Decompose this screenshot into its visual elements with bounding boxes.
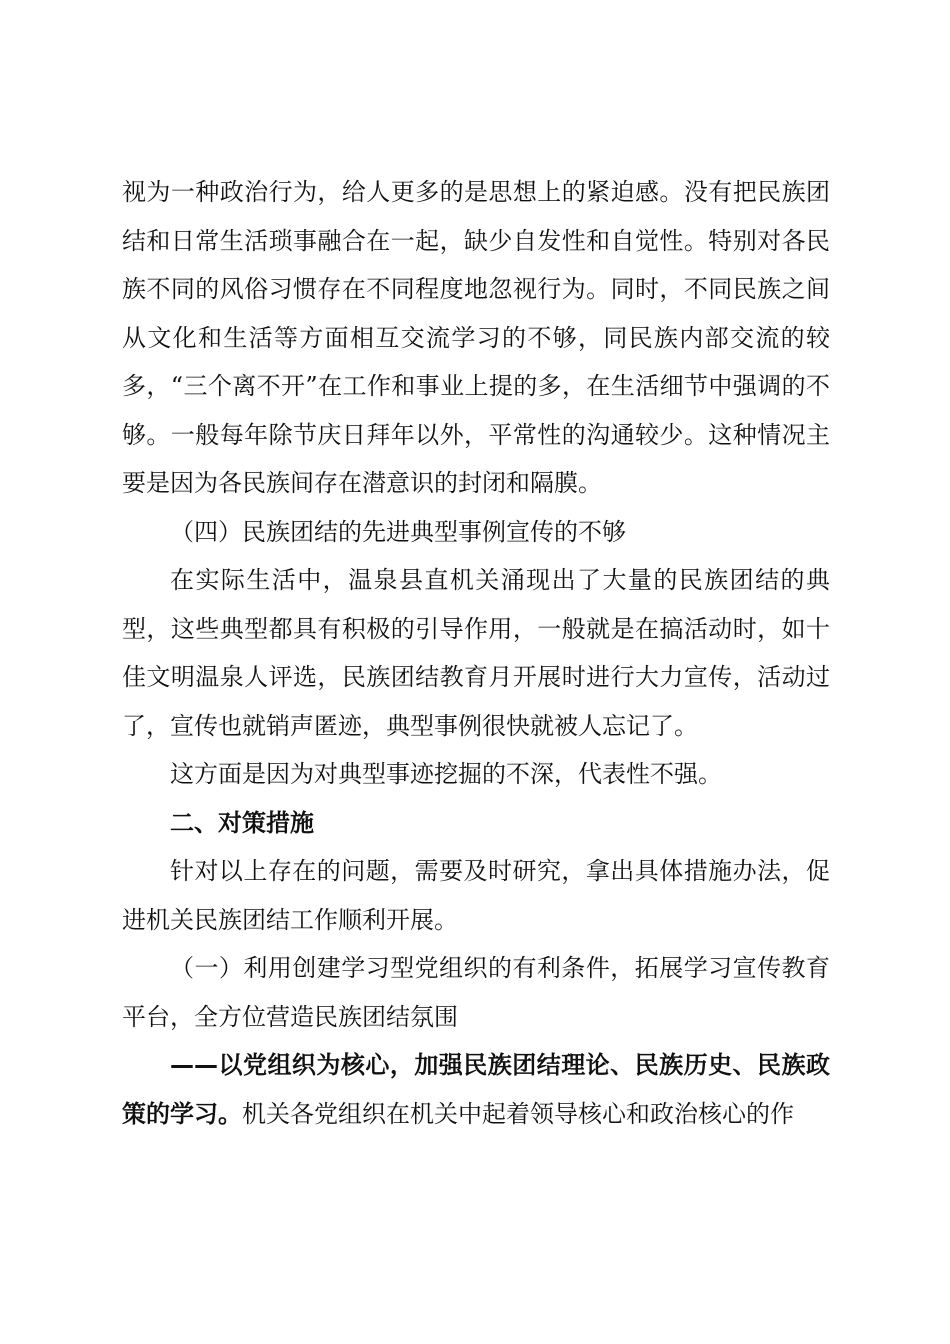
paragraph-body-text: 机关各党组织在机关中起着领导核心和政治核心的作: [242, 1099, 794, 1128]
paragraph-party-core: [122, 1041, 830, 1138]
paragraph-continuation: 视为一种政治行为，给人更多的是思想上的紧迫感。没有把民族团结和日常生活琐事融合在一起，缺少自发性和自觉性。特别对各民族不同的风俗习惯存在不同程度地忽视行为。同时，不同民族之间从文化和生活等方面相互交流学习的不够，同民族内部交流的较多，“三个离不开”在工作和事业上提的多，在生活细节中强调的不够。一般每年除节庆日拜年以外，平常性的沟通较少。这种情况主要是因为各民族间存在潜意识的封闭和隔膜。: [122, 178, 830, 497]
bold-lead-text: ——以党组织为核心，加强民族团结理论、民族历史、民族政策的学习。: [122, 1051, 830, 1128]
paragraph-typical-examples: 在实际生活中，温泉县直机关涌现出了大量的民族团结的典型，这些典型都具有积极的引导作用，一般就是在搞活动时，如十佳文明温泉人评选，民族团结教育月开展时进行大力宣传，活动过了，宣传也就销声匿迹，典型事例很快就被人忘记了。: [122, 566, 830, 740]
document-page: [122, 168, 830, 1138]
subheading-four: （四）民族团结的先进典型事例宣传的不够: [170, 517, 626, 546]
paragraph-reason: 这方面是因为对典型事迹挖掘的不深，代表性不强。: [170, 760, 722, 788]
paragraph-intro-measures: 针对以上存在的问题，需要及时研究，拿出具体措施办法，促进机关民族团结工作顺利开展。: [122, 857, 830, 934]
section-heading-countermeasures: 二、对策措施: [170, 808, 314, 837]
subheading-one: （一）利用创建学习型党组织的有利条件，拓展学习宣传教育平台，全方位营造民族团结氛围: [122, 954, 830, 1031]
